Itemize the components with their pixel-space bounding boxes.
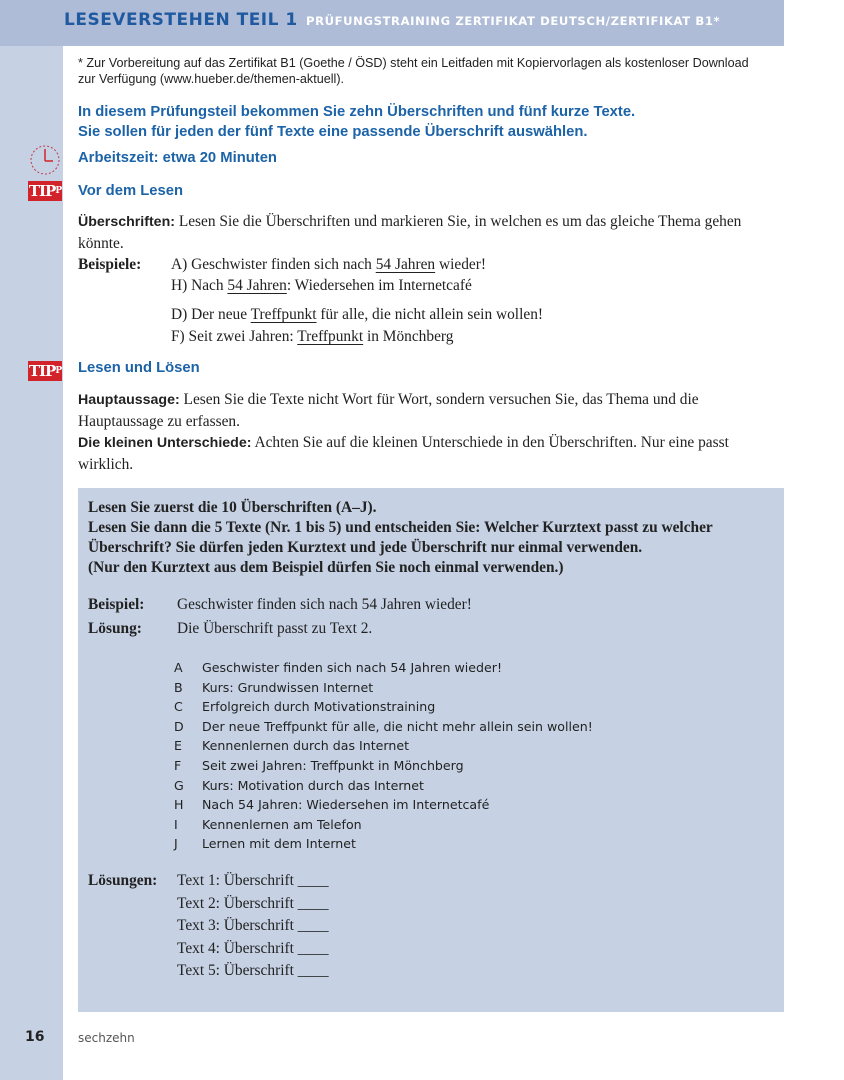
example-label: Beispiel: (88, 596, 145, 613)
example-underlined: 54 Jahren (375, 256, 436, 273)
example-text: D) Der neue (171, 306, 251, 323)
clock-icon (28, 143, 62, 177)
solution-blank[interactable]: Text 5: Überschrift ____ (177, 962, 329, 980)
page-number: 16 (25, 1029, 45, 1045)
tip-icon (28, 361, 62, 381)
example-text: F) Seit zwei Jahren: (171, 328, 298, 345)
headline-text: Der neue Treffpunkt für alle, die nicht mehr allein sein wollen! (202, 718, 593, 734)
example-underlined: 54 Jahren (227, 277, 287, 294)
example-row (171, 306, 543, 324)
solution-blank[interactable]: Text 4: Überschrift ____ (177, 939, 329, 957)
solutions-label: Lösungen: (88, 872, 158, 889)
footnote: * Zur Vorbereitung auf das Zertifikat B1 (Goethe / ÖSD) steht ein Leitfaden mit Kopiervorlagen als kostenloser Download zur Verfügung (www.hueber.de/themen-aktuell). (78, 56, 749, 86)
work-time: Arbeitszeit: etwa 20 Minuten (78, 150, 277, 166)
heading-reading-solving: Lesen und Lösen (78, 360, 200, 376)
headline-text: Lernen mit dem Internet (202, 836, 356, 852)
task-instructions (88, 498, 778, 578)
headline-letter: I (174, 816, 178, 832)
example-text: für alle, die nicht allein sein wollen! (316, 306, 544, 323)
headline-letter: A (174, 660, 183, 675)
example-text: H) Nach (171, 277, 228, 294)
examples-label: Beispiele: (78, 256, 142, 273)
example-underlined: Treffpunkt (297, 328, 364, 345)
solution-value: Die Überschrift passt zu Text 2. (177, 620, 373, 637)
headline-letter: F (174, 757, 182, 773)
example-text: : Wiedersehen im Internetcafé (286, 277, 472, 294)
tip-icon-label: TIP (28, 362, 56, 380)
intro-line-2: Sie sollen für jeden der fünf Texte eine passende Überschrift auswählen. (78, 124, 588, 140)
example-text: in Mönchberg (363, 328, 454, 345)
tip-differences-paragraph (78, 432, 773, 475)
heading-before-reading: Vor dem Lesen (78, 183, 183, 199)
example-row (171, 256, 486, 274)
headline-letter: E (174, 738, 182, 754)
headline-letter: C (174, 699, 183, 715)
headline-text: Erfolgreich durch Motivationstraining (202, 699, 436, 715)
intro-text (78, 102, 778, 142)
headline-letter: G (174, 777, 184, 793)
solution-label: Lösung: (88, 620, 142, 637)
tip-headlines-text: Lesen Sie die Überschriften und markieren Sie, in welchen es um das gleiche Thema gehen könnte. (78, 213, 742, 252)
headline-text: Kurs: Grundwissen Internet (202, 679, 374, 695)
solutions-list (177, 872, 329, 985)
solution-blank[interactable]: Text 3: Überschrift ____ (177, 917, 329, 935)
example-underlined: Treffpunkt (250, 306, 317, 323)
section-subtitle: PRÜFUNGSTRAINING ZERTIFIKAT DEUTSCH/ZERTIFIKAT B1* (306, 14, 721, 28)
solution-blank[interactable]: Text 2: Überschrift ____ (177, 894, 329, 912)
page-number-word: sechzehn (78, 1031, 135, 1045)
tip-headlines-paragraph (78, 211, 773, 254)
headline-letter: H (174, 797, 184, 813)
intro-line-1: In diesem Prüfungsteil bekommen Sie zehn Überschriften und fünf kurze Texte. (78, 104, 636, 120)
headline-text: Seit zwei Jahren: Treffpunkt in Mönchberg (202, 757, 464, 773)
page-header-band (0, 0, 784, 46)
section-title: LESEVERSTEHEN TEIL 1 (64, 10, 298, 30)
tip-main-text: Lesen Sie die Texte nicht Wort für Wort, sondern versuchen Sie, das Thema und die Hauptaussage zu erfassen. (78, 391, 699, 430)
headline-text: Nach 54 Jahren: Wiedersehen im Internetcafé (202, 797, 490, 813)
tip-headlines-lead: Überschriften: (78, 214, 175, 230)
example-text: wieder! (435, 256, 486, 273)
example-text: A) Geschwister finden sich nach (171, 256, 376, 273)
solution-blank[interactable]: Text 1: Überschrift ____ (177, 872, 329, 889)
example-row (171, 328, 453, 346)
headline-text: Geschwister finden sich nach 54 Jahren wieder! (202, 660, 503, 675)
headline-text: Kurs: Motivation durch das Internet (202, 777, 424, 793)
tip-main-lead: Hauptaussage: (78, 392, 180, 408)
example-value: Geschwister finden sich nach 54 Jahren wieder! (177, 596, 472, 613)
tip-main-message-paragraph (78, 389, 773, 432)
tip-icon (28, 181, 62, 201)
tip-icon-small: P (55, 366, 62, 376)
tip-diff-lead: Die kleinen Unterschiede: (78, 435, 252, 451)
task-box (78, 488, 784, 1012)
task-instruction-line: Lesen Sie dann die 5 Texte (Nr. 1 bis 5) und entscheiden Sie: Welcher Kurztext passt zu welcher Überschrift? Sie dürfen jeden Kurztext und jede Überschrift nur einmal verwenden. (88, 519, 713, 556)
headline-letter: J (174, 836, 178, 852)
headline-text: Kennenlernen durch das Internet (202, 738, 410, 754)
task-instruction-line: (Nur den Kurztext aus dem Beispiel dürfen Sie noch einmal verwenden.) (88, 559, 564, 576)
headline-letter: B (174, 679, 183, 695)
tip-icon-small: P (55, 186, 62, 196)
headline-text: Kennenlernen am Telefon (202, 816, 362, 832)
example-row (171, 277, 472, 295)
task-instruction-line: Lesen Sie zuerst die 10 Überschriften (A–J). (88, 499, 377, 516)
tip-icon-label: TIP (28, 182, 56, 200)
headline-letter: D (174, 718, 184, 734)
tip-diff-text: Achten Sie auf die kleinen Unterschiede in den Überschriften. Nur eine passt wirklich. (78, 434, 729, 473)
